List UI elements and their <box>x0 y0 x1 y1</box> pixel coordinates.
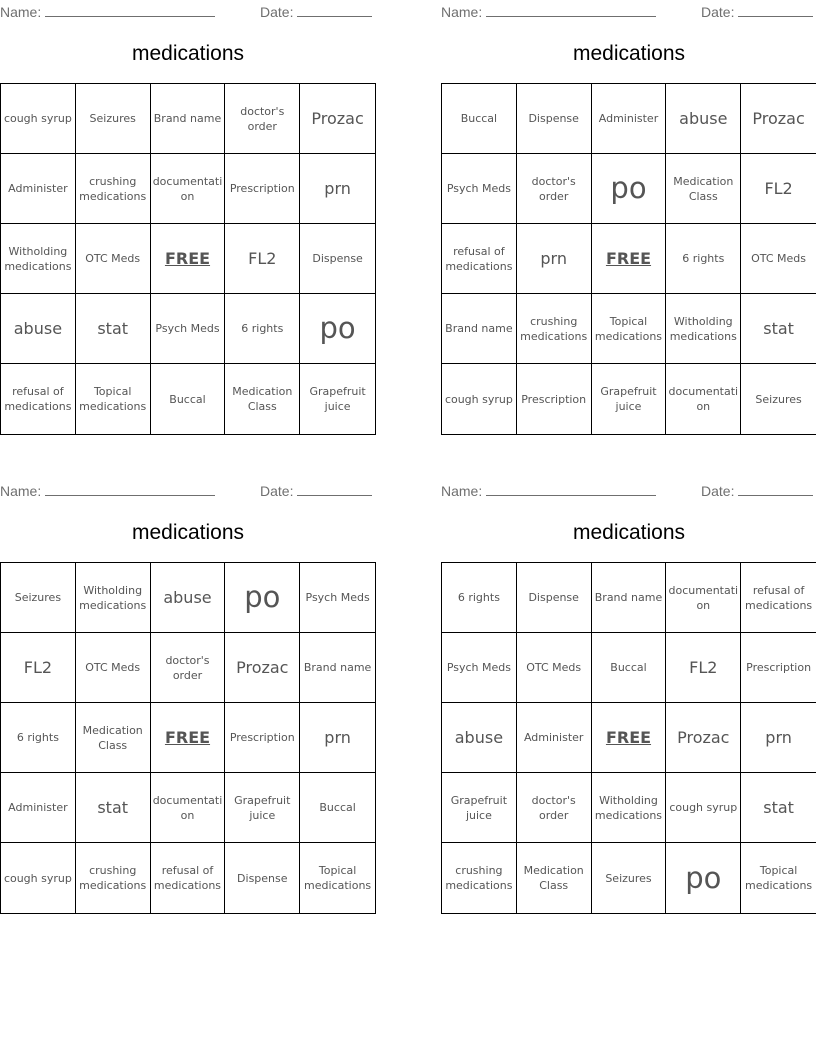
bingo-cell: cough syrup <box>666 773 741 843</box>
card-header <box>441 2 816 20</box>
bingo-cell: doctor's order <box>517 773 592 843</box>
bingo-cell: Witholding medications <box>666 294 741 364</box>
bingo-cell: abuse <box>1 294 76 364</box>
bingo-cell: Buccal <box>151 364 226 434</box>
bingo-grid <box>0 562 376 914</box>
bingo-cell: prn <box>300 154 375 224</box>
card-title: medications <box>572 521 686 544</box>
bingo-cell: Prescription <box>741 633 816 703</box>
bingo-cell: Grapefruit juice <box>225 773 300 843</box>
name-label: Name: <box>441 483 483 499</box>
bingo-cell: Psych Meds <box>442 154 517 224</box>
bingo-cell: refusal of medications <box>151 843 226 913</box>
free-space-cell: FREE <box>151 224 226 294</box>
bingo-cell: Prescription <box>517 364 592 434</box>
bingo-cell: stat <box>741 294 816 364</box>
bingo-cell: Prozac <box>666 703 741 773</box>
bingo-cell: prn <box>300 703 375 773</box>
name-field <box>441 481 656 499</box>
card-header <box>0 2 376 20</box>
bingo-cell: po <box>666 843 741 913</box>
bingo-cell: Buccal <box>300 773 375 843</box>
bingo-card-1 <box>0 0 376 440</box>
bingo-cell: Dispense <box>300 224 375 294</box>
bingo-cell: Brand name <box>151 84 226 154</box>
bingo-cell: Witholding medications <box>1 224 76 294</box>
bingo-cell: Grapefruit juice <box>592 364 667 434</box>
bingo-cell: Medication Class <box>666 154 741 224</box>
bingo-cell: prn <box>741 703 816 773</box>
card-title: medications <box>131 42 245 65</box>
bingo-cell: Brand name <box>442 294 517 364</box>
bingo-cell: abuse <box>151 563 226 633</box>
bingo-cell: Seizures <box>755 392 802 406</box>
bingo-cell: Brand name <box>592 563 667 633</box>
name-label: Name: <box>0 483 42 499</box>
date-label: Date: <box>701 4 735 20</box>
date-blank-line <box>297 2 372 17</box>
bingo-cell: Prescription <box>225 154 300 224</box>
bingo-cell: crushing medications <box>76 154 151 224</box>
card-title: medications <box>131 521 245 544</box>
bingo-cell: Witholding medications <box>76 563 151 633</box>
name-blank-line <box>45 2 215 17</box>
bingo-cell: Prescription <box>225 703 300 773</box>
name-field <box>0 481 215 499</box>
bingo-cell: OTC Meds <box>76 633 151 703</box>
date-field <box>260 481 372 499</box>
bingo-cell: Administer <box>592 84 667 154</box>
bingo-cell: abuse <box>666 84 741 154</box>
bingo-cell: OTC Meds <box>76 224 151 294</box>
bingo-cell: OTC Meds <box>741 224 816 294</box>
bingo-cell: Psych Meds <box>300 563 375 633</box>
bingo-cell: Buccal <box>592 633 667 703</box>
name-blank-line <box>486 2 656 17</box>
date-field <box>701 481 813 499</box>
bingo-cell: Dispense <box>225 843 300 913</box>
bingo-cell: FL2 <box>1 633 76 703</box>
bingo-cell: Dispense <box>517 84 592 154</box>
date-blank-line <box>297 481 372 496</box>
bingo-cell: doctor's order <box>517 154 592 224</box>
bingo-cell: OTC Meds <box>517 633 592 703</box>
bingo-cell: Topical medications <box>304 864 372 892</box>
bingo-cell: Witholding medications <box>592 773 667 843</box>
bingo-cell: Administer <box>1 154 76 224</box>
bingo-cell: Topical medications <box>745 864 813 892</box>
date-field <box>701 2 813 20</box>
bingo-cell: Psych Meds <box>151 294 226 364</box>
bingo-cell: FL2 <box>741 154 816 224</box>
bingo-cell: cough syrup <box>1 843 76 913</box>
bingo-cell: doctor's order <box>151 633 226 703</box>
bingo-cell: Administer <box>1 773 76 843</box>
bingo-cell: documentation <box>666 364 741 434</box>
bingo-grid <box>441 562 816 914</box>
bingo-cell: cough syrup <box>1 84 76 154</box>
bingo-cell: documentation <box>151 773 226 843</box>
bingo-cell: Medication Class <box>76 703 151 773</box>
bingo-cell: crushing medications <box>517 294 592 364</box>
bingo-cell: 6 rights <box>1 703 76 773</box>
bingo-card-3 <box>0 479 376 919</box>
bingo-cell: Administer <box>517 703 592 773</box>
bingo-cell: stat <box>741 773 816 843</box>
bingo-cell: crushing medications <box>442 843 517 913</box>
bingo-cell: po <box>225 563 300 633</box>
bingo-cell: refusal of medications <box>741 563 816 633</box>
bingo-cell: Prozac <box>300 84 375 154</box>
bingo-cell: Medication Class <box>517 843 592 913</box>
free-space-cell: FREE <box>592 703 667 773</box>
name-label: Name: <box>0 4 42 20</box>
bingo-cell: Topical medications <box>76 364 151 434</box>
bingo-cell: po <box>300 294 375 364</box>
bingo-grid <box>441 83 816 435</box>
bingo-cell: refusal of medications <box>442 224 517 294</box>
bingo-cell: doctor's order <box>225 84 300 154</box>
card-title: medications <box>572 42 686 65</box>
bingo-cell: FL2 <box>666 633 741 703</box>
bingo-cell: Topical medications <box>592 294 667 364</box>
bingo-cell: Dispense <box>517 563 592 633</box>
name-label: Name: <box>441 4 483 20</box>
name-field <box>441 2 656 20</box>
name-field <box>0 2 215 20</box>
bingo-card-4 <box>441 479 816 919</box>
free-space-cell: FREE <box>151 703 226 773</box>
bingo-cell: documentation <box>666 563 741 633</box>
bingo-cell: 6 rights <box>666 224 741 294</box>
bingo-grid <box>0 83 376 435</box>
name-blank-line <box>45 481 215 496</box>
card-header <box>0 481 376 499</box>
bingo-cell: Brand name <box>300 633 375 703</box>
bingo-cell: FL2 <box>225 224 300 294</box>
date-label: Date: <box>701 483 735 499</box>
date-label: Date: <box>260 483 294 499</box>
bingo-cell: Grapefruit juice <box>309 385 366 413</box>
date-blank-line <box>738 481 813 496</box>
bingo-cell: Grapefruit juice <box>442 773 517 843</box>
bingo-cell: abuse <box>442 703 517 773</box>
date-field <box>260 2 372 20</box>
bingo-cell: stat <box>76 294 151 364</box>
bingo-cell: Buccal <box>442 84 517 154</box>
bingo-cell: Psych Meds <box>442 633 517 703</box>
bingo-cell: documentation <box>151 154 226 224</box>
bingo-cell: Prozac <box>225 633 300 703</box>
bingo-cell: refusal of medications <box>1 364 76 434</box>
bingo-card-2 <box>441 0 816 440</box>
bingo-cell: 6 rights <box>225 294 300 364</box>
bingo-cell: stat <box>76 773 151 843</box>
date-label: Date: <box>260 4 294 20</box>
date-blank-line <box>738 2 813 17</box>
bingo-cell: crushing medications <box>76 843 151 913</box>
bingo-cell: Seizures <box>592 843 667 913</box>
bingo-cell: Seizures <box>1 563 76 633</box>
bingo-cell: Prozac <box>741 84 816 154</box>
bingo-cell: Seizures <box>76 84 151 154</box>
name-blank-line <box>486 481 656 496</box>
bingo-cell: cough syrup <box>442 364 517 434</box>
bingo-cell: 6 rights <box>442 563 517 633</box>
card-header <box>441 481 816 499</box>
bingo-cell: Medication Class <box>225 364 300 434</box>
free-space-cell: FREE <box>592 224 667 294</box>
bingo-cell: po <box>592 154 667 224</box>
bingo-cell: prn <box>517 224 592 294</box>
